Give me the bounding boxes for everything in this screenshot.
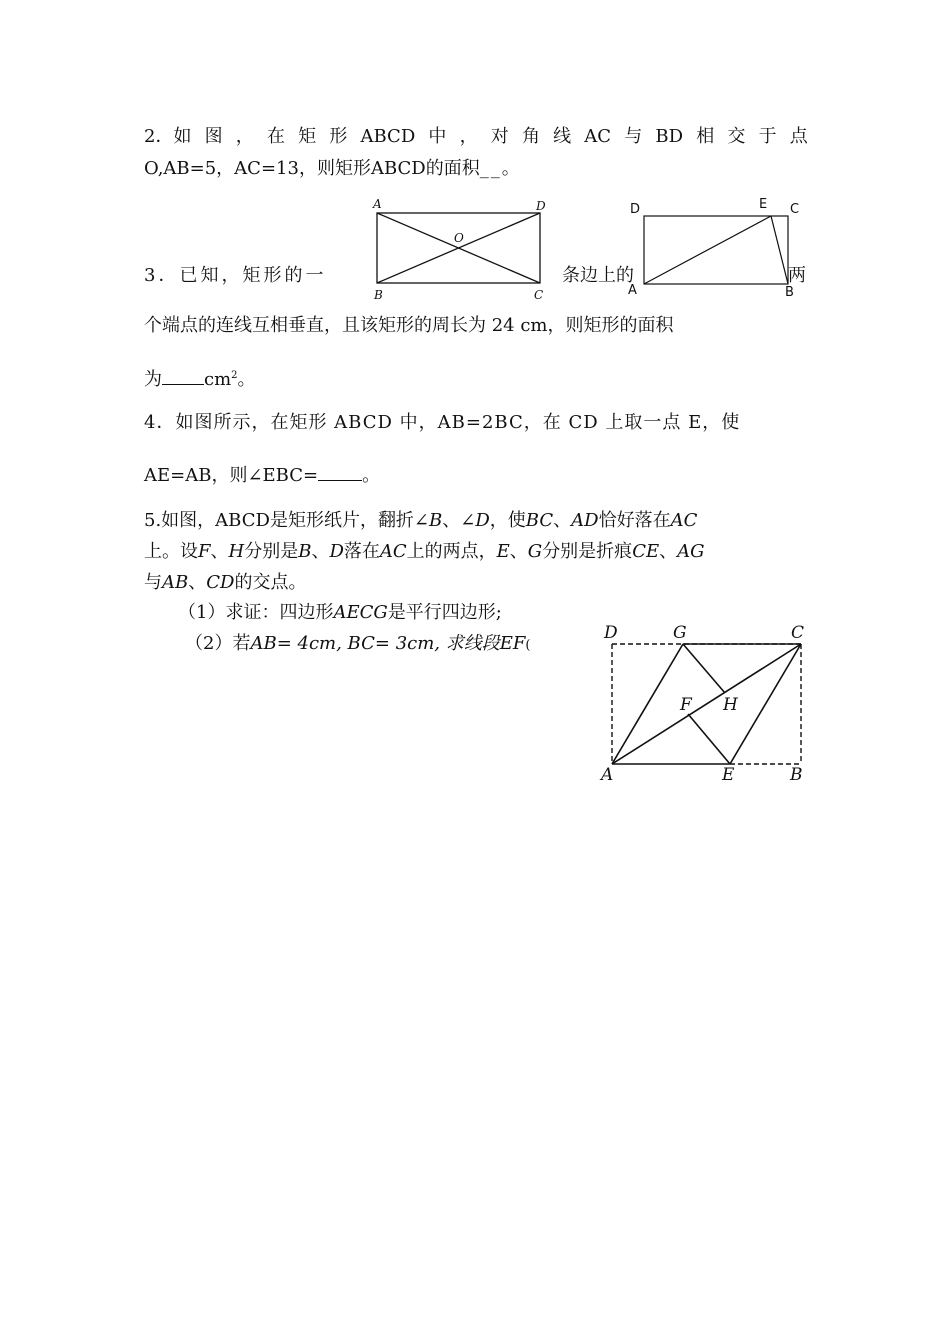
q2-fig-label-c: C <box>534 288 544 302</box>
q5-part1 <box>178 601 578 625</box>
q2-fig-label-b: B <box>374 288 383 302</box>
q4-line2-pre: AE=AB，则∠EBC= <box>144 465 319 486</box>
q2-line1-token: 线 <box>553 126 572 147</box>
q5-p2-c: = 4cm, <box>276 633 348 654</box>
q3-line3 <box>144 364 808 392</box>
q2-line1-token: 交 <box>727 126 746 147</box>
q5-l1-b: B <box>429 510 443 531</box>
q5-l1-c: 、∠ <box>442 510 476 531</box>
q5-line1 <box>144 509 808 533</box>
q5-l2-g: 、 <box>311 541 330 562</box>
q2-line2-text: O,AB=5，AC=13，则矩形ABCD的面积 <box>144 158 480 179</box>
q5-l3-d: CD <box>206 572 235 593</box>
q3-middle: 条边上的 <box>562 265 634 286</box>
q5-p2-a: （2）若 <box>185 633 251 654</box>
q3-line2-text: 个端点的连线互相垂直，且该矩形的周长为 24 cm，则矩形的面积 <box>144 315 674 336</box>
q2-line1-token: 矩 <box>298 126 317 147</box>
q5-l2-q: 、 <box>659 541 678 562</box>
q2-line1 <box>144 125 808 149</box>
q5-l2-a: 上。设 <box>144 541 198 562</box>
q5-l2-n: G <box>527 541 543 562</box>
q5-line2 <box>144 540 808 564</box>
q5-l3-e: 的交点。 <box>234 572 307 593</box>
q3-start: 3．已知，矩形的一 <box>144 265 327 286</box>
q5-fig-label-f: F <box>680 695 692 715</box>
q2-line1-token: 2．如 <box>144 126 192 147</box>
q5-l2-m: 、 <box>509 541 528 562</box>
q5-fig-label-e: E <box>722 765 735 785</box>
q2-line1-token: 与 <box>624 126 643 147</box>
q2-line1-token: ， <box>459 126 478 147</box>
q5-part2 <box>185 632 545 658</box>
q5-l1-h: AD <box>571 510 599 531</box>
q2-rectangle-figure <box>368 193 552 305</box>
q3-answer-blank[interactable] <box>162 366 204 385</box>
q4-line1 <box>144 411 808 435</box>
q3-rectangle-figure <box>622 193 808 301</box>
q5-fig-label-g: G <box>673 623 687 643</box>
q5-l3-c: 、 <box>188 572 207 593</box>
q5-l2-j: AC <box>379 541 407 562</box>
q3-fig-label-a: A <box>628 283 637 298</box>
q5-l1-a: 5.如图，ABCD是矩形纸片，翻折∠ <box>144 510 430 531</box>
q3-line3-end: 。 <box>237 369 256 390</box>
q2-line1-token: 点 <box>789 126 808 147</box>
q5-p2-g: ( <box>525 638 531 653</box>
q5-l1-j: AC <box>670 510 698 531</box>
q4-line1-text: 4．如图所示，在矩形 ABCD 中，AB=2BC，在 CD 上取一点 E，使 <box>144 412 741 433</box>
q5-l1-e: ，使 <box>489 510 526 531</box>
q5-p2-b: AB <box>250 633 277 654</box>
q4-line2 <box>144 462 808 488</box>
q3-fig-label-e: E <box>759 197 768 212</box>
q4-answer-blank[interactable] <box>318 462 362 481</box>
q5-p2-f: EF <box>499 633 526 654</box>
q5-l2-r: AG <box>677 541 705 562</box>
q2-fig-label-a: A <box>373 197 382 211</box>
q5-l3-a: 与 <box>144 572 162 593</box>
q3-line2 <box>144 314 808 338</box>
q3-fig-label-b: B <box>785 285 794 300</box>
q5-l2-h: D <box>329 541 344 562</box>
q2-line1-token: 中 <box>428 126 447 147</box>
q2-blank: __ <box>479 158 502 179</box>
q2-line1-token: 相 <box>696 126 715 147</box>
q5-l2-f: B <box>298 541 312 562</box>
q5-l2-c: 、 <box>210 541 229 562</box>
q3-line1-tail <box>788 264 806 288</box>
q5-l1-i: 恰好落在 <box>598 510 671 531</box>
q4-line2-end: 。 <box>362 465 381 486</box>
q5-fig-label-c: C <box>791 623 805 643</box>
q5-l2-e: 分别是 <box>244 541 299 562</box>
q5-l2-o: 分别是折痕 <box>542 541 633 562</box>
q5-l2-b: F <box>198 541 211 562</box>
q5-p2-d: BC <box>347 633 375 654</box>
q5-p1-b: AECG <box>333 602 388 623</box>
q5-l2-k: 上的两点， <box>406 541 497 562</box>
q5-l2-d: H <box>228 541 245 562</box>
q3-unit: cm <box>204 369 232 390</box>
q2-line2 <box>144 157 808 181</box>
q5-l2-i: 落在 <box>343 541 380 562</box>
q5-fig-label-h: H <box>723 695 738 715</box>
q3-unit-sup: 2 <box>231 370 238 381</box>
q5-l1-g: 、 <box>553 510 572 531</box>
q5-l2-l: E <box>496 541 510 562</box>
q2-line1-token: 于 <box>758 126 777 147</box>
q2-line1-token: 形 <box>329 126 348 147</box>
q2-fig-label-d: D <box>536 199 546 213</box>
q2-line1-token: BD <box>655 126 684 147</box>
q2-line1-token: AC <box>584 126 612 147</box>
q5-fig-label-d: D <box>604 623 618 643</box>
q5-l1-f: BC <box>525 510 554 531</box>
q2-line2-end: 。 <box>501 158 520 179</box>
q3-line3-pre: 为 <box>144 369 162 390</box>
q5-fig-label-a: A <box>601 765 614 785</box>
q2-line1-token: 图 <box>204 126 223 147</box>
q3-fig-label-d: D <box>630 202 641 217</box>
q5-l1-d: D <box>475 510 490 531</box>
q2-fig-label-o: O <box>454 231 464 245</box>
q3-line1-start <box>144 264 326 288</box>
q5-fold-figure <box>598 618 814 786</box>
q2-line1-token: ， <box>235 126 254 147</box>
q2-line1-token: ABCD <box>360 126 416 147</box>
q5-l3-b: AB <box>162 572 189 593</box>
q2-line1-token: 角 <box>521 126 540 147</box>
q5-p1-c: 是平行四边形; <box>387 602 502 623</box>
q5-l2-p: CE <box>632 541 660 562</box>
q2-line1-token: 对 <box>490 126 509 147</box>
q3-fig-label-c: C <box>790 202 800 217</box>
q5-line3 <box>144 571 808 595</box>
q5-p2-e: = 3cm, 求线段 <box>374 633 500 654</box>
q3-tail: 两 <box>788 265 806 286</box>
q5-p1-a: （1）求证：四边形 <box>178 602 334 623</box>
q2-line1-token: 在 <box>266 126 285 147</box>
q5-fig-label-b: B <box>790 765 803 785</box>
